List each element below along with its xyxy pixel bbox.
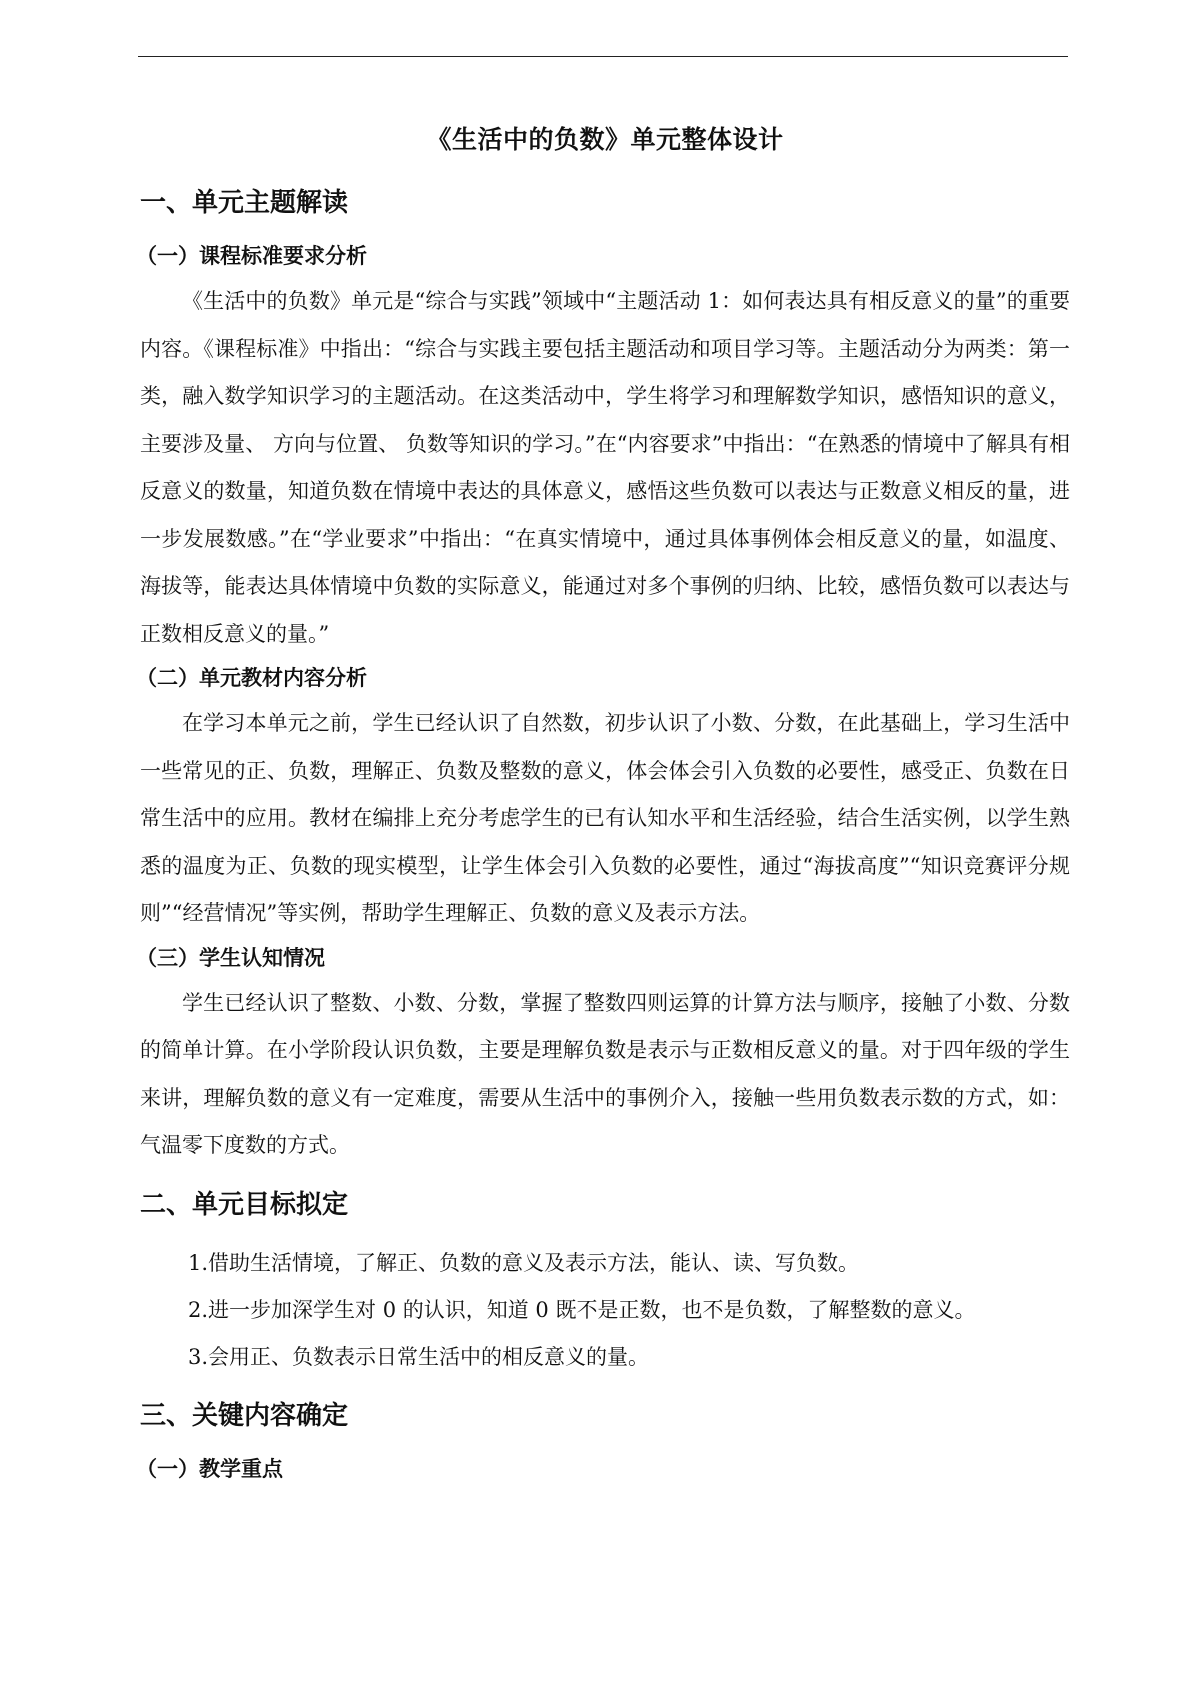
goal-item-2: 2.进一步加深学生对 0 的认识，知道 0 既不是正数，也不是负数，了解整数的意义。 — [188, 1297, 976, 1322]
subsection-heading-3-1: （一）教学重点 — [136, 1456, 283, 1481]
goal-item-3: 3.会用正、负数表示日常生活中的相反意义的量。 — [188, 1344, 650, 1369]
section-heading-2: 二、单元目标拟定 — [140, 1189, 349, 1220]
paragraph-curriculum-standard: 《生活中的负数》单元是“综合与实践”领域中“主题活动 1：如何表达具有相反意义的量”的重要内容。《课程标准》中指出：“综合与实践主要包括主题活动和项目学习等。主题活动分为两类：第一类，融入数学知识学习的主题活动。在这类活动中，学生将学习和理解数学知识，感悟知识的意义，主要涉及量、 方向与位置、 负数等知识的学习。”在“内容要求”中指出：“在熟悉的情境中了解具有相反意义的数量，知道负数在情境中表达的具体意义，感悟这些负数可以表达与正数意义相反的量，进一步发展数感。”在“学业要求”中指出：“在真实情境中，通过具体事例体会相反意义的量，如温度、海拔等，能表达具体情境中负数的实际意义，能通过对多个事例的归纳、比较，感悟负数可以表达与正数相反意义的量。” — [140, 289, 1070, 646]
paragraph-student-cognition: 学生已经认识了整数、小数、分数，掌握了整数四则运算的计算方法与顺序，接触了小数、分数的简单计算。在小学阶段认识负数，主要是理解负数是表示与正数相反意义的量。对于四年级的学生来讲，理解负数的意义有一定难度，需要从生活中的事例介入，接触一些用负数表示数的方式，如：气温零下度数的方式。 — [140, 990, 1070, 1157]
document-title: 《生活中的负数》单元整体设计 — [426, 125, 784, 154]
goal-item-1: 1.借助生活情境，了解正、负数的意义及表示方法，能认、读、写负数。 — [188, 1250, 860, 1275]
paragraph-textbook-analysis: 在学习本单元之前，学生已经认识了自然数，初步认识了小数、分数，在此基础上，学习生活中一些常见的正、负数，理解正、负数及整数的意义，体会体会引入负数的必要性，感受正、负数在日常生活中的应用。教材在编排上充分考虑学生的已有认知水平和生活经验，结合生活实例，以学生熟悉的温度为正、负数的现实模型，让学生体会引入负数的必要性，通过“海拔高度”“知识竞赛评分规则”“经营情况”等实例，帮助学生理解正、负数的意义及表示方法。 — [140, 711, 1070, 925]
subsection-heading-1-3: （三）学生认知情况 — [136, 945, 325, 970]
section-heading-1: 一、单元主题解读 — [140, 188, 349, 218]
subsection-heading-1-1: （一）课程标准要求分析 — [136, 244, 367, 268]
subsection-heading-1-2: （二）单元教材内容分析 — [136, 666, 367, 690]
document-body — [136, 120, 1070, 1491]
header-rule — [138, 56, 1068, 57]
goal-list — [140, 1240, 1070, 1381]
section-heading-3: 三、关键内容确定 — [140, 1400, 349, 1431]
